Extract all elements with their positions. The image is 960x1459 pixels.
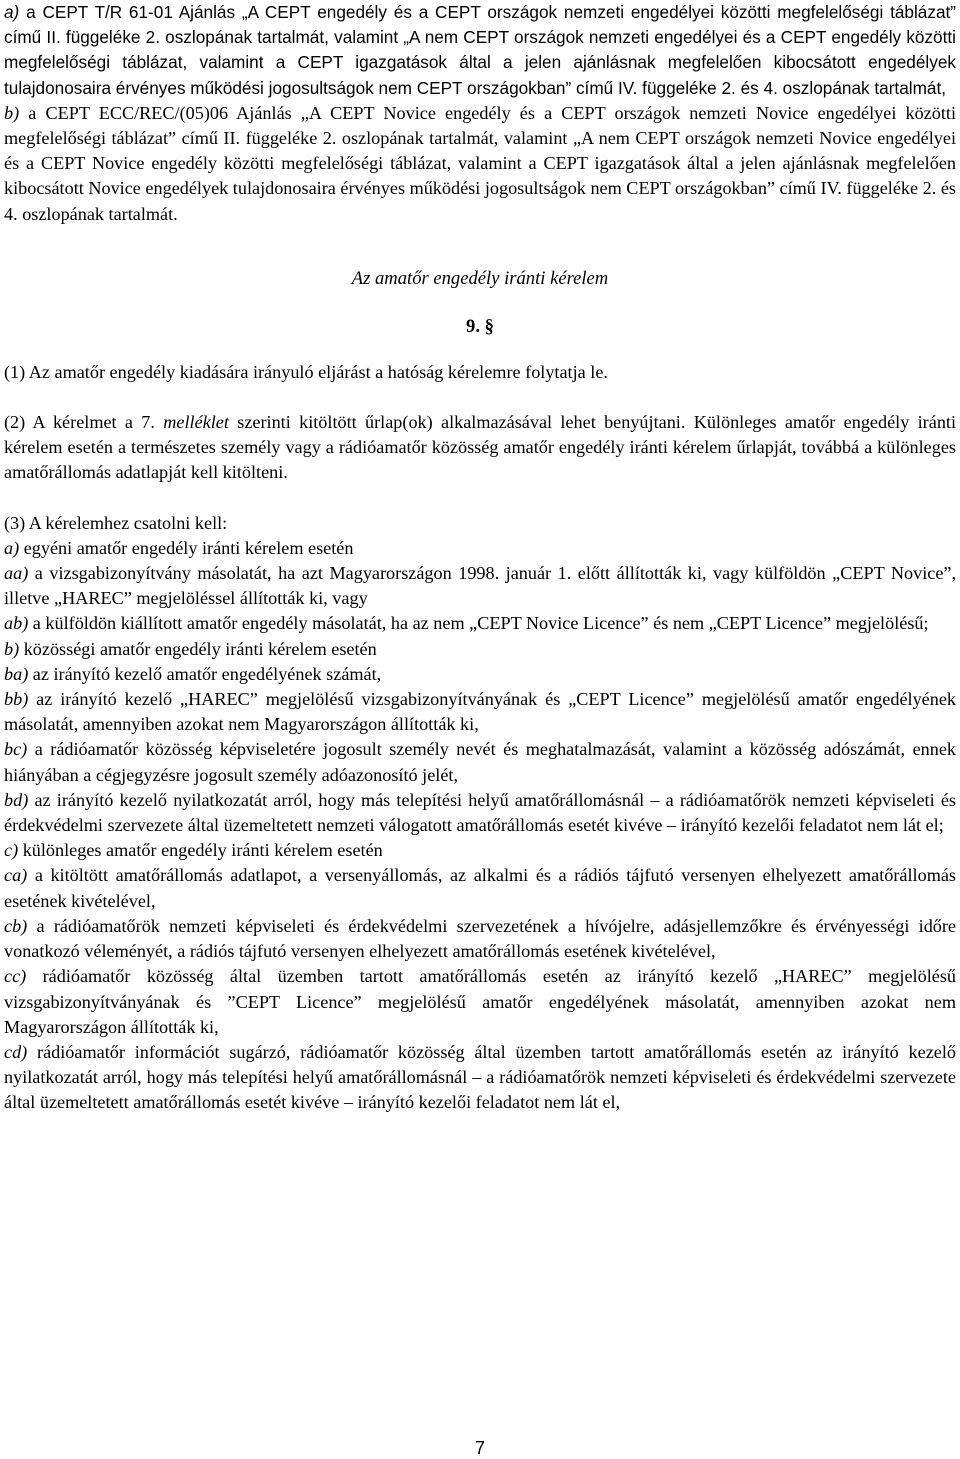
paragraph-2	[4, 410, 956, 486]
list-item-label: c)	[4, 840, 19, 861]
list-item-cb	[4, 914, 956, 964]
section-number: 9.	[466, 315, 480, 337]
list-item-label: a)	[4, 537, 20, 558]
intro-item-b	[4, 101, 956, 227]
intro-item-b-label: b)	[4, 102, 20, 123]
page-number: 7	[474, 1438, 485, 1458]
list-item-cc	[4, 964, 956, 1040]
list-item-text: a rádióamatőrök nemzeti képviseleti és érdekvédelmi szervezetének a hívójelre, adásjellemzőkre és érvényességi időre vonatkozó véleményét, a rádiós tájfutó versenyen elhelyezett amatőrállomás esetének kivételével,	[4, 915, 957, 962]
list-item-bd	[4, 788, 956, 838]
paragraph-2-text: szerinti kitöltött űrlap(ok) alkalmazásával lehet benyújtani. Különleges amatőr engedély iránti kérelem esetén a természetes személy vagy a rádióamatőr közösség amatőr engedély iránti kérelem űrlapját, továbbá a különleges amatőrállomás adatlapját kell kitölteni.	[4, 412, 957, 483]
list-item-text: az irányító kezelő „HAREC” megjelölésű vizsgabizonyítványának és „CEPT Licence” megjelölésű amatőr engedélyének másolatát, amennyiben azokat nem Magyarországon állították ki,	[4, 689, 956, 735]
list-item-text: közösségi amatőr engedély iránti kérelem esetén	[23, 638, 377, 659]
list-item-label: bc)	[4, 739, 28, 760]
list-item-text: különleges amatőr engedély iránti kérelem esetén	[22, 840, 383, 861]
list-item-aa	[4, 561, 956, 611]
list-item-label: cd)	[4, 1041, 28, 1062]
paragraph-2-prefix: (2) A kérelmet a 7.	[4, 412, 155, 433]
intro-item-b-text: a CEPT ECC/REC/(05)06 Ajánlás „A CEPT Novice engedély és a CEPT országok nemzeti Novice engedélyei közötti megfelelőségi táblázat” című II. függeléke 2. oszlopának tartalmát, valamint „A nem CEPT országok nemzeti Novice engedélyei és a CEPT Novice engedély közötti megfelelőségi táblázat, valamint a CEPT igazgatások által a jelen ajánlásnak megfelelően kibocsátott Novice engedélyek tulajdonosaira érvényes működési jogosultságok nem CEPT országokban” című IV. függeléke 2. és 4. oszlopának tartalmát.	[4, 102, 956, 224]
list-item-label: bd)	[4, 789, 29, 810]
list-item-c	[4, 838, 956, 863]
intro-item-a	[4, 0, 956, 101]
list-item-text: a kitöltött amatőrállomás adatlapot, a versenyállomás, az alkalmi és a rádiós tájfutó versenyen elhelyezett amatőrállomás esetének kivételével,	[4, 865, 956, 911]
intro-item-a-label: a)	[4, 2, 20, 22]
section-title: Az amatőr engedély iránti kérelem	[351, 267, 609, 289]
paragraph-1: (1) Az amatőr engedély kiadására irányuló eljárást a hatóság kérelemre folytatja le.	[4, 361, 608, 382]
list-item-ba	[4, 662, 956, 687]
list-item-text: az irányító kezelő amatőr engedélyének számát,	[32, 663, 382, 684]
list-item-label: ba)	[4, 663, 29, 684]
list-item-label: ca)	[4, 865, 28, 886]
list-item-label: aa)	[4, 563, 29, 584]
paragraph-3-head: (3) A kérelemhez csatolni kell:	[4, 512, 228, 533]
list-item-ca	[4, 863, 956, 913]
list-item-bc	[4, 737, 956, 787]
list-item-a	[4, 536, 956, 561]
list-item-text: rádióamatőr közösség által üzemben tartott amatőrállomás esetén az irányító kezelő „HAREC” megjelölésű vizsgabizonyítványának és ”CEPT Licence” megjelölésű amatőr engedélyének másolatát, amennyiben azokat nem Magyarországon állították ki,	[4, 966, 957, 1037]
list-item-text: rádióamatőr információt sugárzó, rádióamatőr közösség által üzemben tartott amatőrállomás esetén az irányító kezelő nyilatkozatát arról, hogy más telepítési helyű amatőrállomásnál – a rádióamatőrök nemzeti képviseleti és érdekvédelmi szervezete által üzemeltetett amatőrállomás esetét kivéve – irányító kezelői feladatot nem lát el,	[4, 1041, 956, 1113]
list-item-text: az irányító kezelő nyilatkozatát arról, hogy más telepítési helyű amatőrállomásnál – a rádióamatőrök nemzeti képviseleti és érdekvédelmi szervezete által üzemeltetett nemzeti válogatott amatőrállomás esetét kivéve – irányító kezelői feladatot nem lát el;	[4, 789, 957, 836]
intro-item-a-text: a CEPT T/R 61-01 Ajánlás „A CEPT engedély és a CEPT országok nemzeti engedélyei közötti megfelelőségi táblázat” című II. függeléke 2. oszlopának tartalmát, valamint „A nem CEPT országok nemzeti engedélyei és a CEPT engedély közötti megfelelőségi táblázat, valamint a CEPT igazgatások által a jelen ajánlásnak megfelelően kibocsátott engedélyek tulajdonosaira érvényes működési jogosultságok nem CEPT országokban” című IV. függeléke 2. és 4. oszlopának tartalmát,	[4, 2, 957, 98]
list-item-ab	[4, 611, 956, 636]
list-item-label: cc)	[4, 966, 27, 987]
list-item-cd	[4, 1040, 956, 1116]
list-item-label: bb)	[4, 689, 29, 710]
list-item-text: a külföldön kiállított amatőr engedély másolatát, ha az nem „CEPT Novice Licence” és nem „CEPT Licence” megjelölésű;	[32, 613, 929, 634]
section-sign: §	[484, 315, 494, 337]
list-item-text: egyéni amatőr engedély iránti kérelem esetén	[23, 537, 354, 558]
list-item-label: cb)	[4, 915, 28, 936]
document-page	[4, 0, 956, 1116]
list-item-label: ab)	[4, 613, 29, 634]
list-item-text: a vizsgabizonyítvány másolatát, ha azt Magyarországon 1998. január 1. előtt állították ki, vagy külföldön „CEPT Novice”, illetve „HAREC” megjelöléssel állították ki, vagy	[4, 563, 957, 609]
list-item-bb	[4, 687, 956, 737]
section-heading	[4, 314, 956, 340]
paragraph-2-annex-ref: melléklet	[163, 412, 229, 433]
list-item-label: b)	[4, 638, 20, 659]
list-item-text: a rádióamatőr közösség képviseletére jogosult személy nevét és meghatalmazását, valamint a közösség adószámát, ennek hiányában a cégjegyzésre jogosult személy adóazonosító jelét,	[4, 739, 957, 785]
list-item-b	[4, 637, 956, 662]
